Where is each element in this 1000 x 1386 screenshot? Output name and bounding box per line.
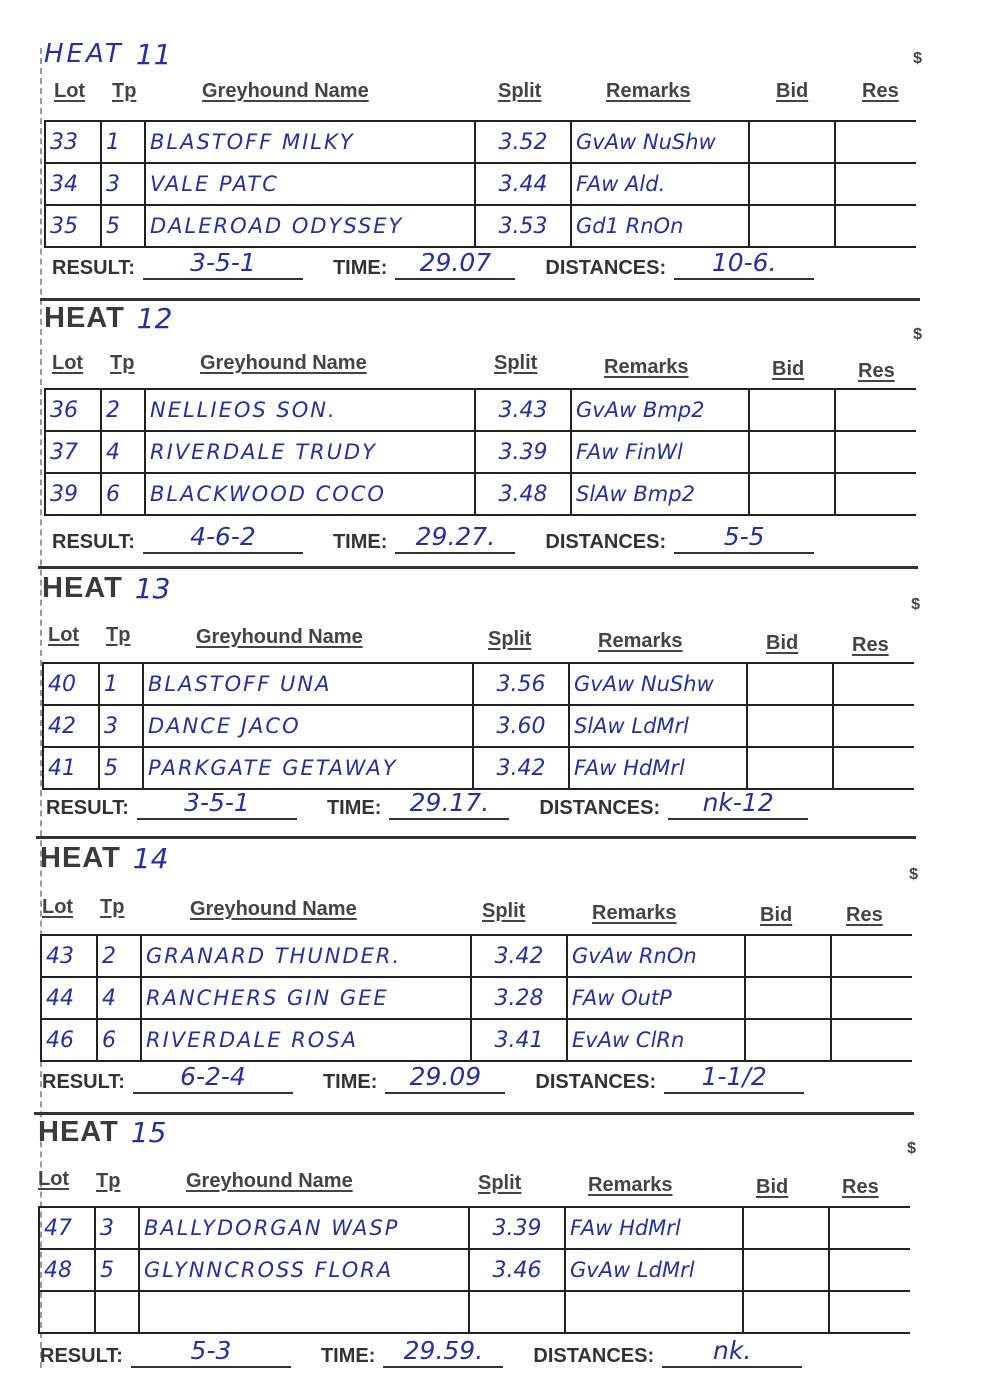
col-name: Greyhound Name bbox=[190, 898, 357, 920]
lot-cell bbox=[38, 1292, 96, 1332]
col-lot: Lot bbox=[48, 624, 80, 646]
greyhound-name-cell: DANCE JACO bbox=[144, 706, 474, 746]
trap-cell: 3 bbox=[102, 164, 146, 204]
col-split: Split bbox=[494, 352, 538, 374]
corner-mark: $ bbox=[907, 1140, 916, 1157]
split-cell: 3.60 bbox=[474, 706, 570, 746]
remarks-cell: SlAw Bmp2 bbox=[572, 474, 750, 514]
remarks-cell: GvAw RnOn bbox=[568, 936, 746, 976]
greyhound-name-cell: GLYNNCROSS FLORA bbox=[140, 1250, 470, 1290]
col-name: Greyhound Name bbox=[196, 626, 363, 648]
greyhound-name-cell: BLASTOFF MILKY bbox=[146, 122, 476, 162]
result-label: RESULT: bbox=[40, 1345, 123, 1367]
col-remarks: Remarks bbox=[606, 80, 691, 102]
lot-cell: 46 bbox=[40, 1020, 98, 1060]
time-value: 29.17. bbox=[389, 788, 509, 820]
greyhound-name-cell: RIVERDALE ROSA bbox=[142, 1020, 472, 1060]
greyhound-name-cell: RANCHERS GIN GEE bbox=[142, 978, 472, 1018]
result-value: 4-6-2 bbox=[143, 522, 303, 554]
remarks-cell: FAw Ald. bbox=[572, 164, 750, 204]
distances-label: DISTANCES: bbox=[545, 531, 667, 553]
result-line bbox=[52, 518, 912, 554]
col-tp: Tp bbox=[110, 352, 135, 374]
res-cell[interactable] bbox=[832, 1020, 912, 1060]
heat-number: 11 bbox=[135, 37, 172, 71]
table-row bbox=[44, 164, 916, 206]
split-cell: 3.43 bbox=[476, 390, 572, 430]
distances-value: 10-6. bbox=[674, 248, 814, 280]
col-lot: Lot bbox=[52, 352, 84, 374]
col-split: Split bbox=[488, 628, 532, 650]
result-label: RESULT: bbox=[52, 257, 135, 279]
result-line bbox=[46, 784, 906, 820]
lot-cell: 47 bbox=[38, 1208, 96, 1248]
bid-cell[interactable] bbox=[748, 748, 834, 788]
split-cell: 3.39 bbox=[476, 432, 572, 472]
time-label: TIME: bbox=[320, 1345, 376, 1367]
time-value: 29.09 bbox=[385, 1062, 505, 1094]
col-remarks: Remarks bbox=[588, 1174, 673, 1196]
heat-title bbox=[42, 570, 170, 606]
time-label: TIME: bbox=[322, 1071, 378, 1093]
res-cell[interactable] bbox=[836, 474, 916, 514]
trap-cell: 1 bbox=[100, 664, 144, 704]
entries-table bbox=[44, 388, 916, 516]
col-res: Res bbox=[842, 1176, 879, 1198]
res-cell[interactable] bbox=[832, 936, 912, 976]
remarks-cell: GvAw Bmp2 bbox=[572, 390, 750, 430]
trap-cell: 5 bbox=[96, 1250, 140, 1290]
table-row bbox=[44, 390, 916, 432]
lot-cell: 36 bbox=[44, 390, 102, 430]
corner-mark: $ bbox=[913, 326, 922, 343]
greyhound-name-cell bbox=[140, 1292, 470, 1332]
heat-title bbox=[40, 840, 168, 876]
lot-cell: 39 bbox=[44, 474, 102, 514]
distances-value: 1-1/2 bbox=[664, 1062, 804, 1094]
heat-number: 13 bbox=[134, 571, 171, 605]
remarks-cell bbox=[566, 1292, 744, 1332]
result-value: 3-5-1 bbox=[143, 248, 303, 280]
greyhound-name-cell: BLASTOFF UNA bbox=[144, 664, 474, 704]
table-row bbox=[44, 122, 916, 164]
bid-cell[interactable] bbox=[750, 122, 836, 162]
bid-cell[interactable] bbox=[750, 474, 836, 514]
heat-label: HEAT bbox=[42, 571, 123, 604]
heat-section-14 bbox=[36, 840, 916, 1105]
heat-number: 12 bbox=[136, 301, 173, 335]
heat-title bbox=[44, 36, 171, 72]
trap-cell: 3 bbox=[96, 1208, 140, 1248]
bid-cell[interactable] bbox=[750, 206, 836, 246]
split-cell: 3.46 bbox=[470, 1250, 566, 1290]
split-cell: 3.48 bbox=[476, 474, 572, 514]
col-name: Greyhound Name bbox=[200, 352, 367, 374]
table-row bbox=[38, 1208, 910, 1250]
time-value: 29.07 bbox=[395, 248, 515, 280]
greyhound-name-cell: PARKGATE GETAWAY bbox=[144, 748, 474, 788]
table-row bbox=[42, 664, 914, 706]
table-row bbox=[38, 1292, 910, 1334]
col-lot: Lot bbox=[42, 896, 74, 918]
result-value: 5-3 bbox=[131, 1336, 291, 1368]
table-row bbox=[40, 1020, 912, 1062]
trap-cell: 5 bbox=[100, 748, 144, 788]
heat-section-15 bbox=[34, 1114, 914, 1382]
col-bid: Bid bbox=[766, 632, 799, 654]
trap-cell: 6 bbox=[102, 474, 146, 514]
col-tp: Tp bbox=[96, 1170, 121, 1192]
time-label: TIME: bbox=[332, 531, 388, 553]
entries-table bbox=[42, 662, 914, 790]
table-row bbox=[44, 474, 916, 516]
col-res: Res bbox=[858, 360, 895, 382]
col-bid: Bid bbox=[776, 80, 809, 102]
heat-title bbox=[44, 300, 172, 336]
heat-divider bbox=[38, 566, 918, 569]
bid-cell[interactable] bbox=[748, 706, 834, 746]
table-row bbox=[42, 706, 914, 748]
remarks-cell: FAw OutP bbox=[568, 978, 746, 1018]
trap-cell: 4 bbox=[98, 978, 142, 1018]
col-res: Res bbox=[846, 904, 883, 926]
col-split: Split bbox=[482, 900, 526, 922]
heat-section-11 bbox=[40, 36, 920, 286]
bid-cell[interactable] bbox=[748, 664, 834, 704]
result-label: RESULT: bbox=[46, 797, 129, 819]
split-cell: 3.42 bbox=[472, 936, 568, 976]
res-cell[interactable] bbox=[834, 664, 914, 704]
table-row bbox=[40, 978, 912, 1020]
res-cell[interactable] bbox=[834, 748, 914, 788]
distances-label: DISTANCES: bbox=[539, 797, 661, 819]
remarks-cell: GvAw NuShw bbox=[570, 664, 748, 704]
heat-number: 14 bbox=[132, 841, 169, 875]
remarks-cell: GvAw NuShw bbox=[572, 122, 750, 162]
res-cell[interactable] bbox=[836, 432, 916, 472]
table-row bbox=[44, 432, 916, 474]
trap-cell: 6 bbox=[98, 1020, 142, 1060]
res-cell[interactable] bbox=[836, 122, 916, 162]
res-cell[interactable] bbox=[836, 164, 916, 204]
table-row bbox=[40, 936, 912, 978]
col-remarks: Remarks bbox=[604, 356, 689, 378]
res-cell[interactable] bbox=[834, 706, 914, 746]
col-remarks: Remarks bbox=[598, 630, 683, 652]
split-cell: 3.39 bbox=[470, 1208, 566, 1248]
col-tp: Tp bbox=[100, 896, 125, 918]
remarks-cell: FAw HdMrl bbox=[566, 1208, 744, 1248]
heat-label: HEAT bbox=[44, 301, 125, 334]
res-cell[interactable] bbox=[830, 1208, 910, 1248]
time-value: 29.27. bbox=[395, 522, 515, 554]
lot-cell: 48 bbox=[38, 1250, 96, 1290]
result-line bbox=[42, 1058, 902, 1094]
greyhound-name-cell: NELLIEOS SON. bbox=[146, 390, 476, 430]
heat-divider bbox=[36, 836, 916, 839]
split-cell: 3.28 bbox=[472, 978, 568, 1018]
bid-cell[interactable] bbox=[744, 1292, 830, 1332]
lot-cell: 41 bbox=[42, 748, 100, 788]
greyhound-name-cell: GRANARD THUNDER. bbox=[142, 936, 472, 976]
split-cell: 3.44 bbox=[476, 164, 572, 204]
greyhound-name-cell: BLACKWOOD COCO bbox=[146, 474, 476, 514]
col-name: Greyhound Name bbox=[202, 80, 369, 102]
trap-cell: 5 bbox=[102, 206, 146, 246]
split-cell: 3.52 bbox=[476, 122, 572, 162]
lot-cell: 44 bbox=[40, 978, 98, 1018]
res-cell[interactable] bbox=[830, 1292, 910, 1332]
bid-cell[interactable] bbox=[750, 390, 836, 430]
col-lot: Lot bbox=[54, 80, 86, 102]
table-row bbox=[38, 1250, 910, 1292]
bid-cell[interactable] bbox=[746, 936, 832, 976]
split-cell: 3.53 bbox=[476, 206, 572, 246]
lot-cell: 35 bbox=[44, 206, 102, 246]
distances-label: DISTANCES: bbox=[535, 1071, 657, 1093]
distances-value: nk-12 bbox=[668, 788, 808, 820]
distances-label: DISTANCES: bbox=[545, 257, 667, 279]
split-cell: 3.42 bbox=[474, 748, 570, 788]
col-bid: Bid bbox=[760, 904, 793, 926]
result-value: 3-5-1 bbox=[137, 788, 297, 820]
split-cell: 3.41 bbox=[472, 1020, 568, 1060]
col-split: Split bbox=[478, 1172, 522, 1194]
col-bid: Bid bbox=[756, 1176, 789, 1198]
trap-cell: 3 bbox=[100, 706, 144, 746]
remarks-cell: GvAw LdMrl bbox=[566, 1250, 744, 1290]
split-cell bbox=[470, 1292, 566, 1332]
col-res: Res bbox=[862, 80, 899, 102]
col-lot: Lot bbox=[38, 1168, 70, 1190]
remarks-cell: FAw FinWl bbox=[572, 432, 750, 472]
bid-cell[interactable] bbox=[744, 1250, 830, 1290]
col-res: Res bbox=[852, 634, 889, 656]
greyhound-name-cell: DALEROAD ODYSSEY bbox=[146, 206, 476, 246]
remarks-cell: FAw HdMrl bbox=[570, 748, 748, 788]
result-label: RESULT: bbox=[42, 1071, 125, 1093]
remarks-cell: SlAw LdMrl bbox=[570, 706, 748, 746]
result-line bbox=[40, 1332, 900, 1368]
trap-cell: 4 bbox=[102, 432, 146, 472]
heat-label: HEAT bbox=[38, 1115, 119, 1148]
res-cell[interactable] bbox=[836, 390, 916, 430]
entries-table bbox=[44, 120, 916, 248]
greyhound-name-cell: VALE PATC bbox=[146, 164, 476, 204]
distances-value: 5-5 bbox=[674, 522, 814, 554]
time-value: 29.59. bbox=[383, 1336, 503, 1368]
heat-label: HEAT bbox=[44, 39, 124, 69]
greyhound-name-cell: RIVERDALE TRUDY bbox=[146, 432, 476, 472]
res-cell[interactable] bbox=[832, 978, 912, 1018]
corner-mark: $ bbox=[909, 866, 918, 883]
entries-table bbox=[40, 934, 912, 1062]
col-bid: Bid bbox=[772, 358, 805, 380]
trap-cell: 2 bbox=[102, 390, 146, 430]
lot-cell: 40 bbox=[42, 664, 100, 704]
trap-cell: 1 bbox=[102, 122, 146, 162]
distances-value: nk. bbox=[662, 1336, 802, 1368]
col-split: Split bbox=[498, 80, 542, 102]
corner-mark: $ bbox=[913, 50, 922, 67]
lot-cell: 43 bbox=[40, 936, 98, 976]
time-label: TIME: bbox=[326, 797, 382, 819]
result-line bbox=[52, 244, 912, 280]
entries-table bbox=[38, 1206, 910, 1334]
time-label: TIME: bbox=[332, 257, 388, 279]
lot-cell: 33 bbox=[44, 122, 102, 162]
col-tp: Tp bbox=[106, 624, 131, 646]
greyhound-name-cell: BALLYDORGAN WASP bbox=[140, 1208, 470, 1248]
lot-cell: 34 bbox=[44, 164, 102, 204]
bid-cell[interactable] bbox=[744, 1208, 830, 1248]
bid-cell[interactable] bbox=[750, 432, 836, 472]
bid-cell[interactable] bbox=[746, 978, 832, 1018]
remarks-cell: EvAw ClRn bbox=[568, 1020, 746, 1060]
remarks-cell: Gd1 RnOn bbox=[572, 206, 750, 246]
result-label: RESULT: bbox=[52, 531, 135, 553]
lot-cell: 42 bbox=[42, 706, 100, 746]
col-tp: Tp bbox=[112, 80, 137, 102]
col-remarks: Remarks bbox=[592, 902, 677, 924]
result-value: 6-2-4 bbox=[133, 1062, 293, 1094]
heat-label: HEAT bbox=[40, 841, 121, 874]
res-cell[interactable] bbox=[836, 206, 916, 246]
split-cell: 3.56 bbox=[474, 664, 570, 704]
bid-cell[interactable] bbox=[746, 1020, 832, 1060]
res-cell[interactable] bbox=[830, 1250, 910, 1290]
heat-section-13 bbox=[38, 570, 918, 835]
lot-cell: 37 bbox=[44, 432, 102, 472]
distances-label: DISTANCES: bbox=[533, 1345, 655, 1367]
bid-cell[interactable] bbox=[750, 164, 836, 204]
heat-title bbox=[38, 1114, 166, 1150]
corner-mark: $ bbox=[911, 596, 920, 613]
heat-section-12 bbox=[40, 300, 920, 565]
heat-number: 15 bbox=[130, 1115, 167, 1149]
trap-cell bbox=[96, 1292, 140, 1332]
col-name: Greyhound Name bbox=[186, 1170, 353, 1192]
trap-cell: 2 bbox=[98, 936, 142, 976]
table-row bbox=[44, 206, 916, 248]
